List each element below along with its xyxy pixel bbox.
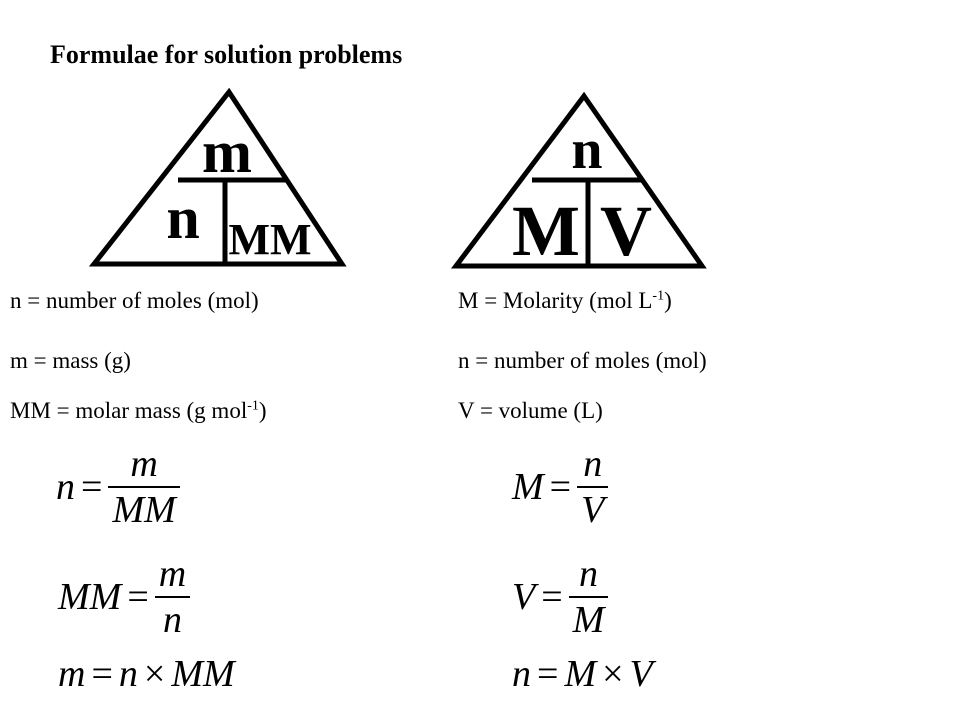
triangle-left-top: m — [202, 119, 252, 185]
triangle-left-bottom-right: MM — [228, 215, 312, 264]
definition-mass: m = mass (g) — [10, 348, 131, 373]
formula-molarity: M = $\frac{n}{V}$ — [512, 442, 608, 532]
formula-moles-from-mass: n = $\frac{m}{MM}$ — [56, 442, 180, 532]
mass-moles-triangle — [88, 88, 350, 270]
molarity-triangle — [450, 92, 712, 272]
triangle-right-top: n — [571, 119, 603, 181]
definition-moles: n = number of moles (mol) — [10, 288, 259, 313]
formula-molar-mass: MM = $\frac{m}{n}$ — [58, 552, 190, 642]
formula-moles-from-molarity: n = M × V — [512, 653, 653, 695]
definition-molar-mass: MM = molar mass (g mol$^{-1}$) — [10, 398, 267, 423]
formula-mass: m = n × MM — [58, 653, 235, 695]
triangle-left-bottom-left: n — [166, 185, 200, 251]
definition-moles-right: n = number of moles (mol) — [458, 348, 707, 373]
definition-volume: V = volume (L) — [458, 398, 603, 423]
triangle-right-bottom-left: M — [512, 191, 580, 271]
formula-volume: V = $\frac{n}{M}$ — [512, 552, 608, 642]
triangle-right-bottom-right: V — [600, 191, 652, 271]
page-title: Formulae for solution problems — [50, 40, 403, 69]
definition-molarity: M = Molarity (mol $L^{-1}$) — [458, 288, 672, 313]
